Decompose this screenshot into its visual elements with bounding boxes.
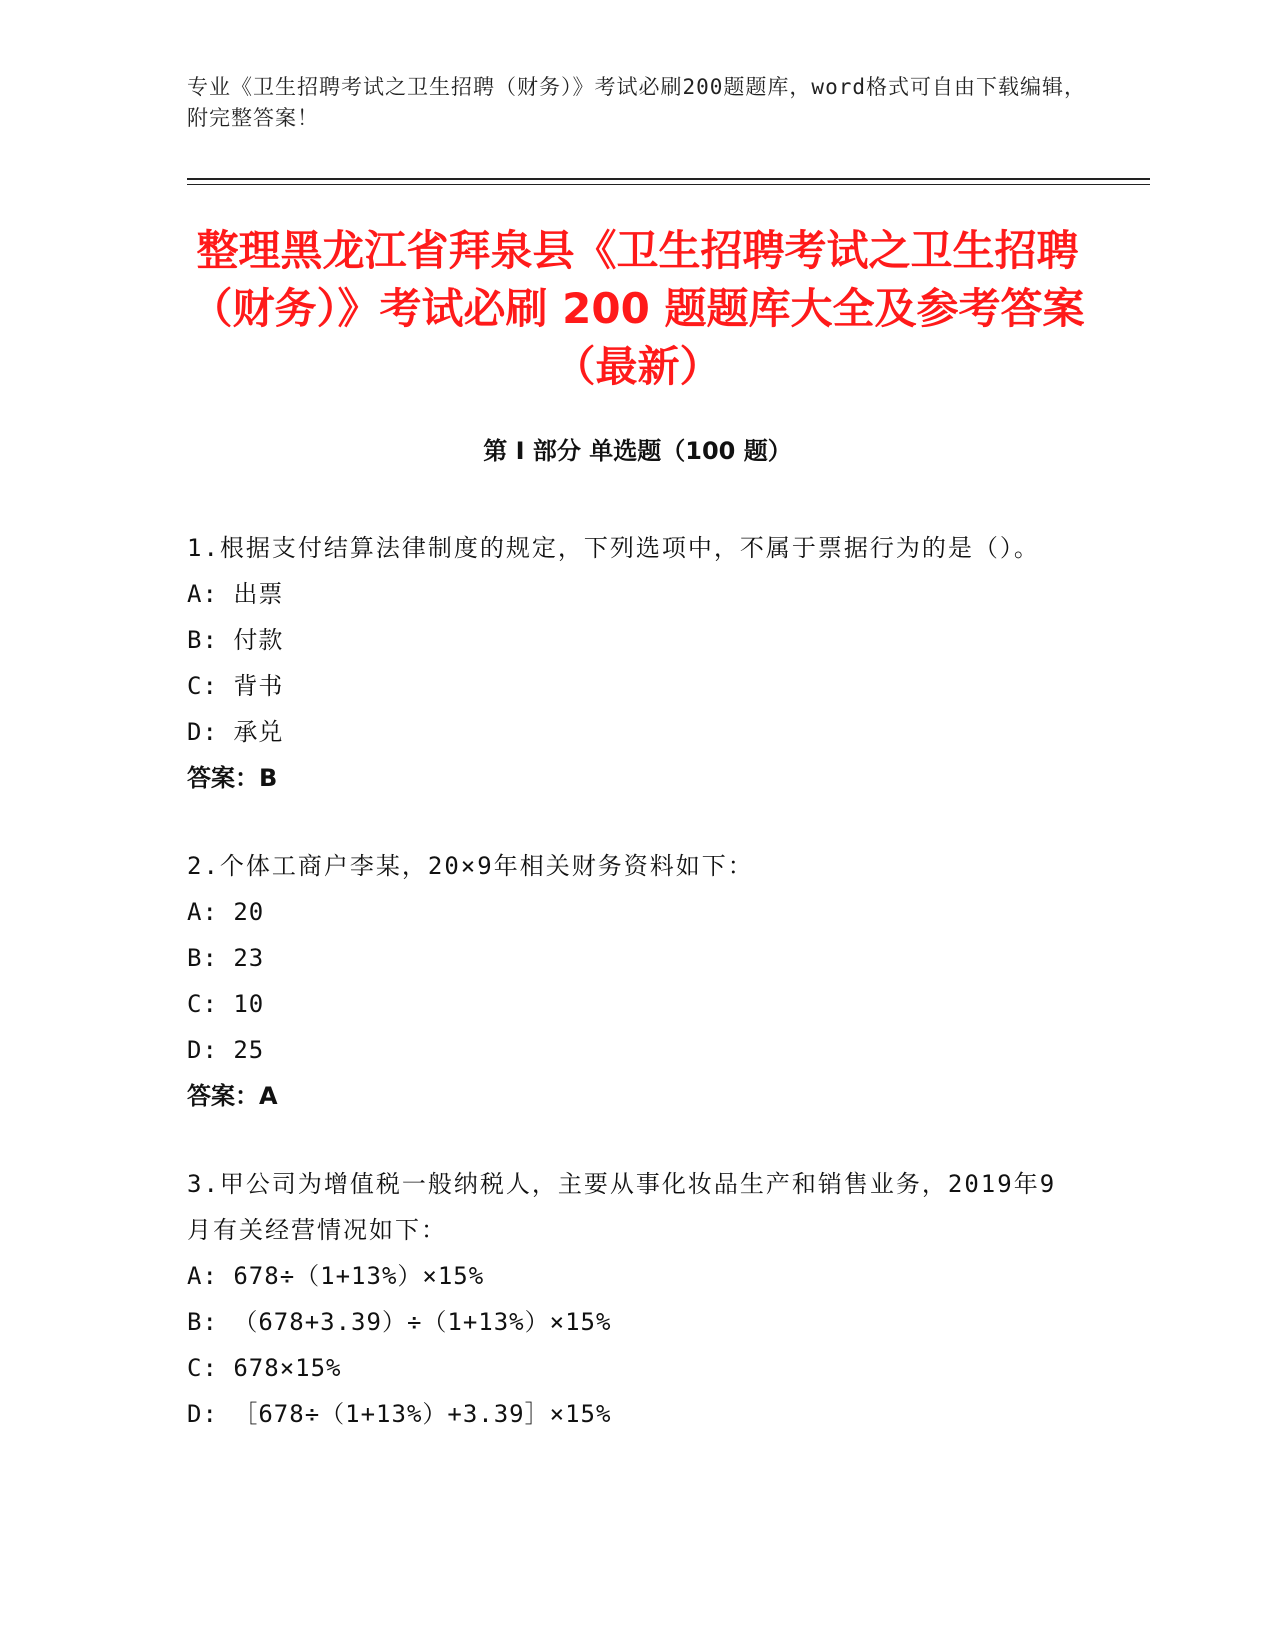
answer-line: 答案：A: [187, 1082, 278, 1110]
option-b: B: （678+3.39）÷（1+13%）×15%: [187, 1308, 612, 1336]
option-c: C: 678×15%: [187, 1354, 342, 1382]
option-d: D: 承兑: [187, 718, 284, 746]
question-list: [187, 525, 1067, 1479]
option-b: B: 23: [187, 944, 265, 972]
option-a: A: 678÷（1+13%）×15%: [187, 1262, 485, 1290]
header-divider-thick: [187, 178, 1150, 180]
document-title: 整理黑龙江省拜泉县《卫生招聘考试之卫生招聘（财务）》考试必刷 200 题题库大全及参考答案（最新）: [190, 226, 1085, 391]
question-stem: 1.根据支付结算法律制度的规定，下列选项中，不属于票据行为的是（）。: [187, 534, 1040, 562]
question-stem: 3.甲公司为增值税一般纳税人，主要从事化妆品生产和销售业务，2019年9月有关经营情况如下：: [187, 1170, 1057, 1244]
option-c: C: 10: [187, 990, 265, 1018]
option-a: A: 20: [187, 898, 265, 926]
header-note: 专业《卫生招聘考试之卫生招聘（财务）》考试必刷200题题库，word格式可自由下载编辑，附完整答案！: [187, 75, 1086, 130]
question-3: [187, 1161, 1067, 1437]
option-b: B: 付款: [187, 626, 284, 654]
option-d: D: ［678÷（1+13%）+3.39］×15%: [187, 1400, 612, 1428]
question-1: [187, 525, 1067, 801]
question-2: [187, 843, 1067, 1119]
answer-line: 答案：B: [187, 764, 278, 792]
section-heading: 第 I 部分 单选题（100 题）: [483, 437, 792, 465]
option-c: C: 背书: [187, 672, 284, 700]
header-divider-thin: [187, 184, 1150, 185]
option-d: D: 25: [187, 1036, 265, 1064]
option-a: A: 出票: [187, 580, 284, 608]
question-stem: 2.个体工商户李某，20×9年相关财务资料如下：: [187, 852, 754, 880]
